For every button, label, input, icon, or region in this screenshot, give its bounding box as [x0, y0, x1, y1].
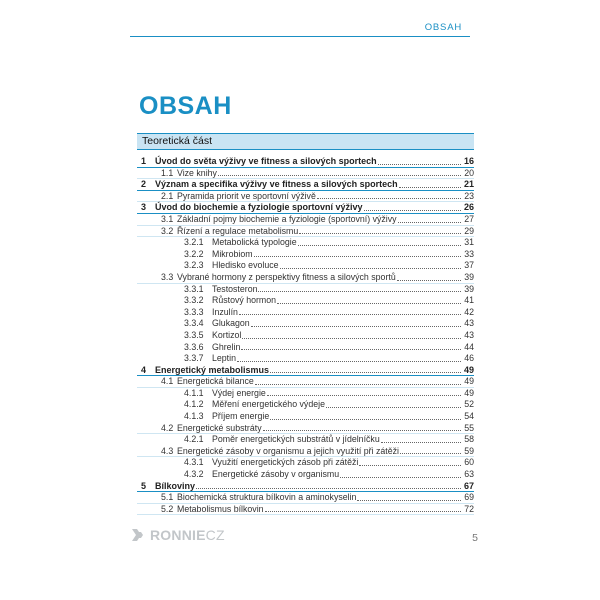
toc-entry-title: Glukagon [212, 318, 250, 329]
toc-entry-page: 26 [463, 202, 474, 213]
toc-entry-line [177, 504, 474, 516]
toc-entry-line [212, 411, 474, 423]
toc-entry-number: 1.1 [161, 167, 174, 178]
logo-wordmark-light: CZ [205, 527, 225, 543]
toc-leader-dots [263, 423, 461, 432]
toc-entry-number: 5.2 [161, 503, 174, 514]
toc-entry [137, 191, 474, 203]
toc-leader-dots [378, 156, 461, 165]
toc-entry-line [212, 260, 474, 272]
toc-entry-title: Význam a specifika výživy ve fitness a silových sportech [155, 179, 398, 190]
toc-entry-number: 3.3.7 [184, 353, 204, 364]
toc-entry-title: Základní pojmy biochemie a fyziologie (sportovní) výživy [177, 213, 397, 224]
toc-entry-page: 52 [464, 399, 474, 410]
toc-entry-line [177, 272, 474, 284]
toc-leader-dots [254, 249, 461, 258]
toc-entry-line [177, 214, 474, 226]
toc-entry-page: 33 [464, 248, 474, 259]
toc-entry-line [212, 249, 474, 261]
toc-leader-dots [258, 284, 461, 293]
toc-entry [137, 376, 474, 388]
toc-entry-page: 27 [464, 213, 474, 224]
toc-entry [137, 457, 474, 469]
toc-entry-title: Hledisko evoluce [212, 260, 279, 271]
toc-entry-line [212, 399, 474, 411]
toc-entry-line [155, 202, 474, 214]
toc-entry-title: Bílkoviny [155, 480, 196, 491]
toc-entry [137, 249, 474, 261]
toc-entry-page: 67 [463, 480, 474, 491]
toc-entry-line [212, 342, 474, 354]
toc-entry-line [212, 434, 474, 446]
toc-entry-line [212, 388, 474, 400]
toc-entry-title: Vybrané hormony z perspektivy fitness a silových sportů [177, 271, 396, 282]
toc-entry-title: Růstový hormon [212, 295, 277, 306]
toc-entry-line [212, 295, 474, 307]
toc-entry-number: 4.2 [161, 422, 174, 433]
toc-entry-title: Inzulín [212, 306, 238, 317]
toc-entry [137, 492, 474, 504]
running-header-title: OBSAH [424, 22, 462, 33]
toc-entry-number: 4.3.2 [184, 469, 204, 480]
toc-entry-title: Ghrelin [212, 341, 241, 352]
logo-wordmark-bold: RONNIE [150, 527, 206, 543]
table-of-contents [137, 156, 474, 515]
toc-entry-page: 41 [464, 295, 474, 306]
toc-entry-title: Testosteron [212, 283, 258, 294]
toc-leader-dots [398, 214, 461, 223]
toc-entry-page: 49 [464, 376, 474, 387]
toc-entry [137, 388, 474, 400]
toc-entry-page: 31 [464, 237, 474, 248]
toc-entry-number: 4.3.1 [184, 457, 204, 468]
toc-entry-number: 1 [141, 156, 147, 166]
toc-entry-line [177, 423, 474, 435]
toc-entry-title: Úvod do biochemie a fyziologie sportovní výživy [155, 202, 363, 213]
toc-entry [137, 202, 474, 214]
toc-entry [137, 295, 474, 307]
toc-entry [137, 237, 474, 249]
toc-leader-dots [317, 191, 461, 200]
toc-entry-title: Energetická bilance [177, 376, 254, 387]
toc-entry-page: 69 [464, 492, 474, 503]
toc-entry-title: Řízení a regulace metabolismu [177, 225, 299, 236]
toc-entry-title: Biochemická struktura bílkovin a aminokyselin [177, 492, 357, 503]
toc-leader-dots [298, 237, 461, 246]
toc-entry-line [177, 492, 474, 504]
toc-leader-dots [299, 226, 461, 235]
toc-entry-page: 58 [464, 434, 474, 445]
toc-leader-dots [364, 202, 461, 211]
toc-entry [137, 179, 474, 191]
toc-entry-page: 21 [463, 179, 474, 190]
toc-entry-number: 3.2.2 [184, 248, 204, 259]
toc-entry-page: 23 [464, 190, 474, 201]
toc-entry-page: 39 [464, 283, 474, 294]
toc-leader-dots [265, 504, 461, 513]
toc-entry-title: Poměr energetických substrátů v jídelníčku [212, 434, 380, 445]
toc-entry-title: Energetický metabolismus [155, 364, 270, 375]
toc-entry-title: Příjem energie [212, 411, 270, 422]
toc-entry [137, 226, 474, 238]
toc-entry-title: Energetické zásoby v organismu a jejich využití při zátěži [177, 445, 399, 456]
toc-entry-line [212, 469, 474, 481]
toc-entry [137, 342, 474, 354]
toc-entry [137, 411, 474, 423]
toc-entry-page: 46 [464, 353, 474, 364]
toc-leader-dots [357, 492, 461, 501]
toc-entry [137, 330, 474, 342]
toc-entry-number: 3.3.3 [184, 306, 204, 317]
toc-leader-dots [218, 168, 461, 177]
publisher-logo [132, 527, 225, 543]
toc-entry-number: 3.3.6 [184, 341, 204, 352]
toc-entry [137, 365, 474, 377]
toc-leader-dots [241, 342, 461, 351]
toc-entry-number: 4.3 [161, 445, 174, 456]
toc-entry-number: 3 [141, 202, 147, 213]
toc-entry-page: 49 [464, 387, 474, 398]
toc-entry-number: 4.1 [161, 376, 174, 387]
toc-entry-line [212, 318, 474, 330]
toc-entry-number: 3.2 [161, 225, 174, 236]
toc-leader-dots [239, 307, 461, 316]
page-title: OBSAH [139, 92, 232, 120]
toc-entry-number: 3.2.3 [184, 260, 204, 271]
toc-entry-number: 3.1 [161, 213, 174, 224]
toc-entry-line [177, 446, 474, 458]
toc-leader-dots [251, 318, 461, 327]
toc-entry-line [212, 457, 474, 469]
toc-entry-title: Úvod do světa výživy ve fitness a silových sportech [155, 156, 377, 166]
toc-leader-dots [242, 330, 461, 339]
toc-entry-title: Energetické substráty [177, 422, 262, 433]
toc-entry [137, 284, 474, 296]
toc-entry-number: 5 [141, 480, 147, 491]
toc-entry [137, 260, 474, 272]
toc-entry [137, 272, 474, 284]
toc-entry-title: Metabolismus bílkovin [177, 503, 264, 514]
toc-entry-page: 55 [464, 422, 474, 433]
toc-entry-title: Energetické zásoby v organismu [212, 469, 340, 480]
toc-entry [137, 399, 474, 411]
toc-entry-number: 3.3 [161, 271, 174, 282]
toc-entry-number: 4.1.1 [184, 387, 204, 398]
toc-entry-line [155, 481, 474, 493]
toc-entry [137, 307, 474, 319]
toc-leader-dots [359, 457, 461, 466]
toc-entry-number: 4.1.3 [184, 411, 204, 422]
toc-entry-number: 3.3.4 [184, 318, 204, 329]
toc-entry-number: 4.1.2 [184, 399, 204, 410]
toc-leader-dots [326, 399, 461, 408]
toc-entry-page: 49 [463, 364, 474, 375]
toc-entry-line [155, 179, 474, 191]
toc-entry-page: 63 [464, 469, 474, 480]
toc-entry-page: 43 [464, 329, 474, 340]
toc-entry-number: 5.1 [161, 492, 174, 503]
toc-entry-line [155, 365, 474, 377]
toc-entry-number: 4.2.1 [184, 434, 204, 445]
toc-entry [137, 481, 474, 493]
toc-leader-dots [400, 446, 461, 455]
toc-entry-line [212, 284, 474, 296]
toc-entry-line [212, 330, 474, 342]
toc-entry-number: 3.2.1 [184, 237, 204, 248]
toc-entry-line [212, 353, 474, 365]
toc-leader-dots [196, 481, 461, 490]
toc-entry-line [177, 168, 474, 180]
toc-entry-title: Metabolická typologie [212, 237, 297, 248]
ronnie-chevron-icon [132, 529, 146, 541]
toc-entry-number: 2 [141, 179, 147, 190]
toc-entry [137, 156, 474, 168]
toc-entry [137, 446, 474, 458]
toc-entry-line [155, 156, 474, 168]
section-heading: Teoretická část [137, 133, 474, 150]
toc-entry-line [177, 191, 474, 203]
toc-entry-page: 43 [464, 318, 474, 329]
toc-entry-page: 42 [464, 306, 474, 317]
toc-entry [137, 168, 474, 180]
toc-entry-number: 4 [141, 364, 147, 375]
toc-entry-number: 3.3.1 [184, 283, 204, 294]
logo-wordmark [150, 527, 225, 543]
toc-entry [137, 504, 474, 516]
toc-leader-dots [267, 388, 461, 397]
toc-entry [137, 353, 474, 365]
toc-leader-dots [255, 376, 461, 385]
toc-leader-dots [237, 353, 461, 362]
toc-leader-dots [381, 434, 461, 443]
toc-entry-title: Měření energetického výdeje [212, 399, 325, 410]
toc-entry-page: 44 [464, 341, 474, 352]
toc-entry-page: 20 [464, 167, 474, 178]
toc-entry [137, 469, 474, 481]
toc-entry-title: Kortizol [212, 329, 242, 340]
page-number: 5 [472, 532, 478, 544]
toc-entry-line [212, 307, 474, 319]
toc-entry-title: Využití energetických zásob při zátěži [212, 457, 359, 468]
toc-entry-number: 3.3.5 [184, 329, 204, 340]
toc-entry [137, 214, 474, 226]
toc-leader-dots [280, 260, 461, 269]
toc-entry-page: 39 [464, 271, 474, 282]
toc-entry-page: 29 [464, 225, 474, 236]
toc-entry-page: 72 [464, 503, 474, 514]
toc-leader-dots [277, 295, 461, 304]
toc-entry-title: Pyramida priorit ve sportovní výživě [177, 190, 316, 201]
toc-entry [137, 318, 474, 330]
toc-entry [137, 434, 474, 446]
toc-entry-page: 59 [464, 445, 474, 456]
toc-leader-dots [399, 179, 461, 188]
header-divider [130, 36, 470, 37]
toc-entry [137, 423, 474, 435]
toc-entry-title: Leptin [212, 353, 236, 364]
toc-entry-number: 3.3.2 [184, 295, 204, 306]
toc-entry-line [177, 376, 474, 388]
toc-entry-page: 54 [464, 411, 474, 422]
toc-entry-page: 60 [464, 457, 474, 468]
toc-leader-dots [340, 469, 461, 478]
toc-leader-dots [397, 272, 461, 281]
toc-entry-number: 2.1 [161, 190, 174, 201]
toc-leader-dots [270, 411, 461, 420]
toc-entry-line [212, 237, 474, 249]
toc-entry-page: 16 [463, 156, 474, 166]
toc-entry-title: Výdej energie [212, 387, 266, 398]
toc-entry-title: Mikrobiom [212, 248, 253, 259]
toc-entry-page: 37 [464, 260, 474, 271]
toc-entry-title: Vize knihy [177, 167, 217, 178]
toc-leader-dots [270, 365, 461, 374]
toc-entry-line [177, 226, 474, 238]
